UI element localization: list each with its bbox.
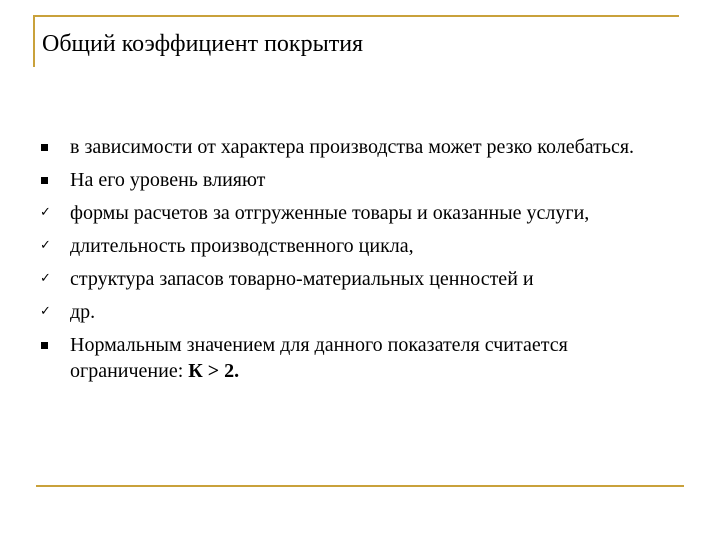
footer-divider [36,485,684,487]
square-bullet-icon [40,167,60,193]
bullet-text: структура запасов товарно-материальных ценностей и [70,268,534,290]
bullet-text: др. [70,301,96,323]
bullet-item [40,134,680,160]
bullet-text: в зависимости от характера производства может резко колебаться. [70,136,635,158]
bullet-item [40,167,680,193]
square-bullet-icon [40,134,60,160]
check-bullet-icon [40,299,60,325]
bullet-item [40,332,680,384]
title-frame-top-border [33,15,679,17]
bullet-item [40,200,680,226]
bullet-item [40,299,680,325]
check-bullet-icon [40,233,60,259]
bullet-bold-text: К > 2. [188,360,240,382]
slide-title: Общий коэффициент покрытия [42,31,364,57]
bullet-text: длительность производственного цикла, [70,235,414,257]
bullet-list [40,134,680,391]
bullet-text: Нормальным значением для данного показателя считается ограничение: [70,334,568,382]
title-frame-left-border [33,15,35,67]
bullet-item [40,233,680,259]
bullet-text: На его уровень влияют [70,169,266,191]
check-bullet-icon [40,200,60,226]
square-bullet-icon [40,332,60,358]
check-bullet-icon [40,266,60,292]
bullet-item [40,266,680,292]
bullet-text: формы расчетов за отгруженные товары и оказанные услуги, [70,202,590,224]
